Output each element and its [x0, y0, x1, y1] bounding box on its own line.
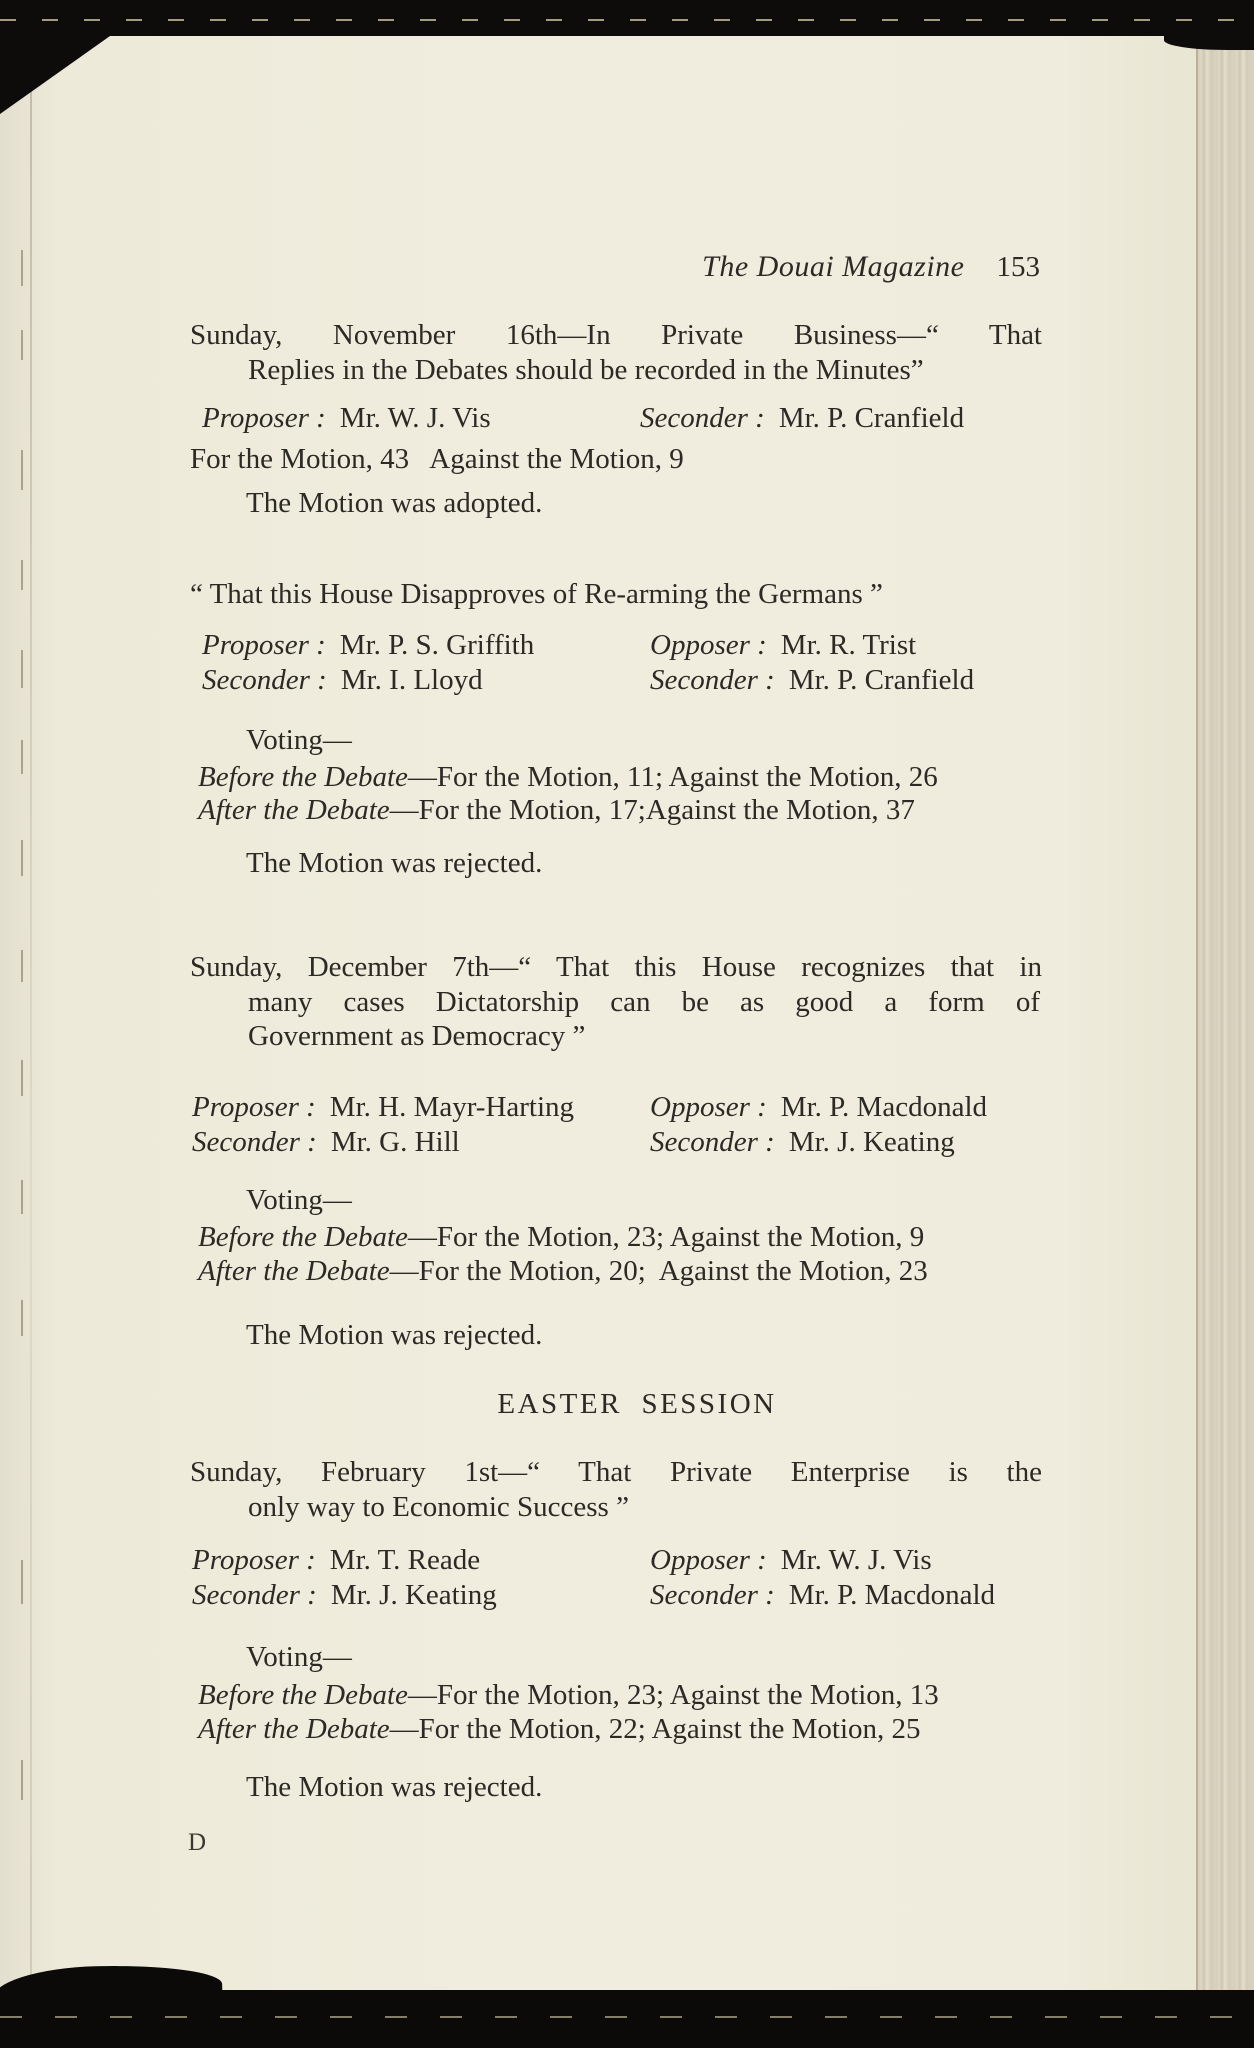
opposer-entry — [650, 628, 916, 662]
motion-heading-line: Government as Democracy ” — [248, 1020, 586, 1052]
proposer-name: Mr. H. Mayr-Harting — [329, 1091, 575, 1123]
binding-stitch — [21, 250, 23, 286]
voting-label: Voting— — [246, 1184, 352, 1216]
after-debate-figures: —For the Motion, 17;Against the Motion, 37 — [389, 794, 915, 826]
page-edge-stack — [1196, 30, 1254, 1998]
before-debate-label: Before the Debate — [198, 1679, 408, 1711]
proposer-label: Proposer : — [202, 402, 326, 434]
seconder-label: Seconder : — [192, 1126, 317, 1158]
roles-row — [190, 628, 1050, 662]
journal-title: The Douai Magazine — [702, 250, 965, 283]
roles-row — [190, 1090, 1050, 1124]
motion-result: The Motion was adopted. — [246, 487, 543, 519]
before-debate-figures: —For the Motion, 23; Against the Motion, 9 — [407, 1221, 925, 1253]
binding-stitch — [21, 1560, 23, 1604]
binding-stitch — [21, 740, 23, 774]
opposer-name: Mr. R. Trist — [780, 629, 917, 661]
proposer-label: Proposer : — [192, 1544, 316, 1576]
seconder-name: Mr. J. Keating — [788, 1126, 955, 1158]
motion-heading-line: Sunday, November 16th—In Private Business—“ That — [190, 319, 1042, 351]
before-debate-figures: —For the Motion, 23; Against the Motion, 13 — [407, 1679, 939, 1711]
scan-border-top — [0, 0, 1254, 36]
seconder-entry — [650, 663, 974, 697]
scan-border-bottom — [0, 1990, 1254, 2048]
roles-row — [190, 663, 1050, 697]
seconder-label: Seconder : — [192, 1579, 317, 1611]
roles-row — [190, 401, 1050, 435]
after-debate-figures: —For the Motion, 22; Against the Motion, 25 — [389, 1713, 921, 1745]
seconder-name: Mr. G. Hill — [330, 1126, 460, 1158]
seconder-label: Seconder : — [650, 1126, 775, 1158]
before-debate-label: Before the Debate — [198, 761, 408, 793]
seconder-entry — [202, 663, 483, 697]
roles-row — [190, 1543, 1050, 1577]
motion-heading-line: only way to Economic Success ” — [248, 1491, 629, 1523]
seconder-entry — [192, 1578, 497, 1612]
vote-tally-line: For the Motion, 43 Against the Motion, 9 — [190, 443, 684, 475]
motion-heading-line: Replies in the Debates should be recorded in the Minutes” — [248, 354, 924, 386]
before-debate-figures: —For the Motion, 11; Against the Motion, 26 — [407, 761, 938, 793]
voting-before-line — [198, 1220, 924, 1254]
binding-stitch — [21, 650, 23, 688]
binding-stitch — [21, 1060, 23, 1096]
seconder-name: Mr. P. Cranfield — [788, 664, 975, 696]
opposer-name: Mr. P. Macdonald — [780, 1091, 988, 1123]
page-number: 153 — [996, 251, 1040, 283]
voting-before-line — [198, 1678, 939, 1712]
seconder-entry — [640, 401, 964, 435]
opposer-label: Opposer : — [650, 1544, 767, 1576]
binding-stitch — [21, 560, 23, 590]
proposer-name: Mr. W. J. Vis — [339, 402, 491, 434]
before-debate-label: Before the Debate — [198, 1221, 408, 1253]
seconder-entry — [192, 1125, 460, 1159]
proposer-entry — [202, 401, 491, 435]
seconder-name: Mr. P. Cranfield — [778, 402, 965, 434]
proposer-name: Mr. P. S. Griffith — [339, 629, 535, 661]
proposer-label: Proposer : — [192, 1091, 316, 1123]
seconder-entry — [650, 1125, 955, 1159]
after-debate-label: After the Debate — [198, 1255, 390, 1287]
motion-result: The Motion was rejected. — [246, 847, 543, 879]
voting-after-line — [198, 1254, 928, 1288]
voting-label: Voting— — [246, 1641, 352, 1673]
opposer-entry — [650, 1090, 987, 1124]
roles-row — [190, 1125, 1050, 1159]
voting-label: Voting— — [246, 724, 352, 756]
seconder-label: Seconder : — [650, 1579, 775, 1611]
seconder-name: Mr. J. Keating — [330, 1579, 497, 1611]
proposer-label: Proposer : — [202, 629, 326, 661]
running-header — [590, 250, 1040, 284]
motion-result: The Motion was rejected. — [246, 1771, 543, 1803]
motion-heading-line: many cases Dictatorship can be as good a form of — [248, 986, 1040, 1018]
opposer-name: Mr. W. J. Vis — [780, 1544, 932, 1576]
after-debate-label: After the Debate — [198, 1713, 390, 1745]
gutter-crease — [30, 44, 32, 1984]
seconder-entry — [650, 1578, 995, 1612]
motion-heading-line: “ That this House Disapproves of Re-arming the Germans ” — [190, 578, 883, 610]
opposer-label: Opposer : — [650, 629, 767, 661]
roles-row — [190, 1578, 1050, 1612]
binding-stitch — [21, 1760, 23, 1800]
binding-stitch — [21, 1300, 23, 1336]
after-debate-figures: —For the Motion, 20; Against the Motion, 23 — [389, 1255, 928, 1287]
proposer-entry — [202, 628, 534, 662]
seconder-label: Seconder : — [202, 664, 327, 696]
page-edge-highlight — [0, 2016, 1254, 2018]
voting-before-line — [198, 760, 938, 794]
motion-heading-line: Sunday, December 7th—“ That this House recognizes that in — [190, 951, 1042, 983]
binding-stitch — [21, 840, 23, 876]
opposer-label: Opposer : — [650, 1091, 767, 1123]
proposer-entry — [192, 1090, 574, 1124]
motion-result: The Motion was rejected. — [246, 1319, 543, 1351]
binding-stitch — [21, 1180, 23, 1214]
proposer-name: Mr. T. Reade — [329, 1544, 481, 1576]
after-debate-label: After the Debate — [198, 794, 390, 826]
seconder-label: Seconder : — [650, 664, 775, 696]
page-edge-highlight — [0, 19, 1254, 21]
binding-stitch — [21, 950, 23, 982]
printer-signature-mark: D — [188, 1829, 207, 1856]
seconder-name: Mr. I. Lloyd — [340, 664, 483, 696]
binding-stitch — [21, 450, 23, 490]
seconder-name: Mr. P. Macdonald — [788, 1579, 996, 1611]
voting-after-line — [198, 1712, 921, 1746]
binding-stitch — [21, 330, 23, 360]
seconder-label: Seconder : — [640, 402, 765, 434]
voting-after-line — [198, 793, 915, 827]
opposer-entry — [650, 1543, 932, 1577]
session-heading: EASTER SESSION — [497, 1388, 777, 1420]
proposer-entry — [192, 1543, 480, 1577]
motion-heading-line: Sunday, February 1st—“ That Private Enterprise is the — [190, 1456, 1042, 1488]
